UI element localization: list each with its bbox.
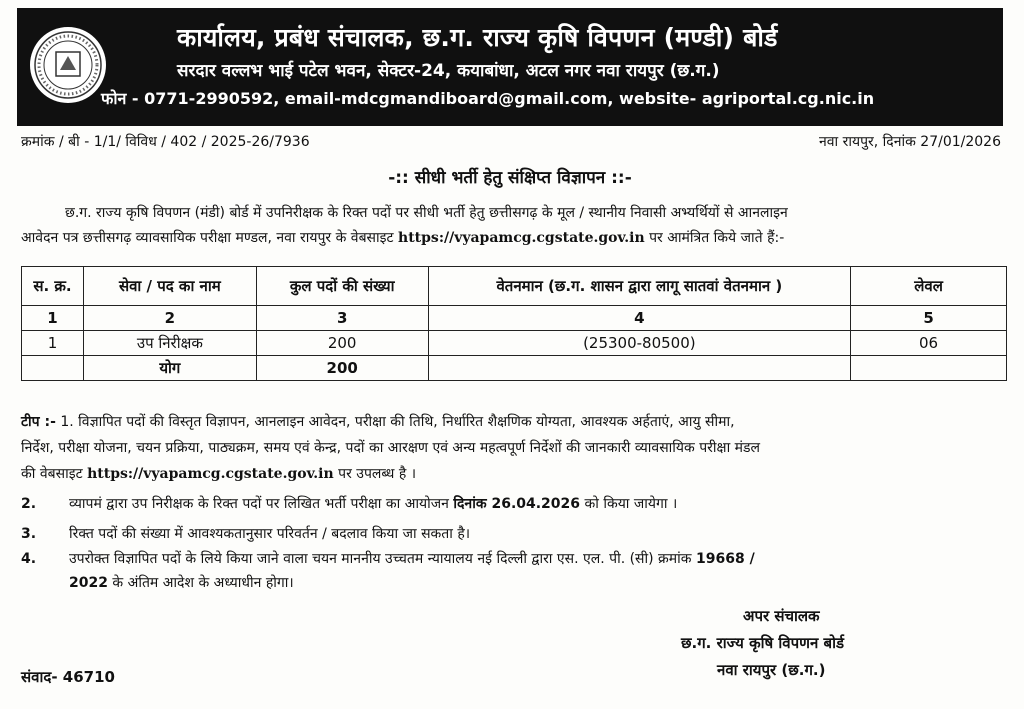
table-cell	[22, 356, 84, 381]
total-label: योग	[83, 356, 256, 381]
letterhead	[17, 8, 1003, 126]
issue-date: नवा रायपुर, दिनांक 27/01/2026	[818, 134, 1001, 150]
signatory-designation: अपर संचालक	[743, 607, 820, 625]
note-3	[21, 521, 1001, 547]
col-payscale-header: वेतनमान (छ.ग. शासन द्वारा लागू सातवां वेतनमान )	[428, 267, 851, 306]
table-cell: (25300-80500)	[428, 331, 851, 356]
advertisement-document	[17, 8, 1003, 698]
note-2	[21, 491, 1001, 517]
slp-number: 19668 /	[696, 551, 755, 567]
note-3-text: रिक्त पदों की संख्या में आवश्यकतानुसार परिवर्तन / बदलाव किया जा सकता है।	[69, 526, 471, 542]
note-1-suffix: पर उपलब्ध है ।	[338, 466, 417, 482]
table-cell: उप निरीक्षक	[83, 331, 256, 356]
note-4-prefix: उपरोक्त विज्ञापित पदों के लिये किया जाने वाला चयन माननीय उच्चतम न्यायालय नई दिल्ली द्वारा एस. एल. पी. (सी) क्रमांक	[69, 551, 692, 567]
intro-line-2	[21, 228, 784, 247]
table-cell: 3	[256, 306, 428, 331]
note-2-prefix: व्यापमं द्वारा उप निरीक्षक के रिक्त पदों पर लिखित भर्ती परीक्षा का आयोजन	[69, 496, 449, 512]
col-serial-header: स. क्र.	[22, 267, 84, 306]
note-1-text: 1. विज्ञापित पदों की विस्तृत विज्ञापन, आनलाइन आवेदन, परीक्षा की तिथि, निर्धारित शैक्षणिक योग्यता, आवश्यक अर्हताएं, आयु सीमा,	[60, 414, 735, 430]
note-4-line-1	[69, 547, 1001, 571]
signatory-office: छ.ग. राज्य कृषि विपणन बोर्ड	[681, 634, 845, 652]
note-3-number: 3.	[21, 526, 37, 542]
office-contact: फोन - 0771-2990592, email-mdcgmandiboard@gmail.com, website- agriportal.cg.nic.in	[101, 89, 875, 108]
emblem-seal-icon	[29, 26, 107, 104]
table-cell: 5	[851, 306, 1007, 331]
col-count-header: कुल पदों की संख्या	[256, 267, 428, 306]
note-4-line-2	[69, 571, 1001, 595]
signatory-place: नवा रायपुर (छ.ग.)	[717, 661, 826, 679]
note-1-prefix: की वेबसाइट	[21, 466, 83, 482]
table-cell: 06	[851, 331, 1007, 356]
notice-heading: -:: सीधी भर्ती हेतु संक्षिप्त विज्ञापन ::-	[388, 168, 632, 188]
exam-date: दिनांक 26.04.2026	[453, 496, 581, 512]
note-4-suffix: के अंतिम आदेश के अध्याधीन होगा।	[112, 575, 294, 591]
table-cell: 4	[428, 306, 851, 331]
table-cell: 2	[83, 306, 256, 331]
note-2-suffix: को किया जायेगा ।	[584, 496, 678, 512]
note-2-number: 2.	[21, 496, 37, 512]
table-cell	[851, 356, 1007, 381]
office-address: सरदार वल्लभ भाई पटेल भवन, सेक्टर-24, कयाबांधा, अटल नगर नवा रायपुर (छ.ग.)	[177, 61, 720, 81]
notes-section	[21, 409, 1001, 595]
slp-year: 2022	[69, 575, 108, 591]
table-total-row	[22, 356, 1007, 381]
col-level-header: लेवल	[851, 267, 1007, 306]
vacancy-table	[21, 266, 1007, 381]
table-cell	[428, 356, 851, 381]
table-cell: 200	[256, 331, 428, 356]
table-cell: 1	[22, 331, 84, 356]
reference-number: क्रमांक / बी - 1/1/ विविध / 402 / 2025-26/7936	[21, 134, 310, 150]
note-4-number: 4.	[21, 551, 37, 567]
col-post-header: सेवा / पद का नाम	[83, 267, 256, 306]
table-index-row	[22, 306, 1007, 331]
note-1-line-3	[21, 461, 1001, 487]
intro-line-2-prefix: आवेदन पत्र छत्तीसगढ़ व्यावसायिक परीक्षा मण्डल, नवा रायपुर के वेबसाइट	[21, 230, 394, 246]
vyapam-website-link-2[interactable]: https://vyapamcg.cgstate.gov.in	[87, 466, 334, 482]
intro-line-2-suffix: पर आमंत्रित किये जाते हैं:-	[649, 230, 785, 246]
note-4	[21, 547, 1001, 595]
office-title: कार्यालय, प्रबंध संचालक, छ.ग. राज्य कृषि विपणन (मण्डी) बोर्ड	[177, 23, 778, 52]
note-1-line-1	[21, 409, 1001, 435]
table-header-row	[22, 267, 1007, 306]
intro-line-1: छ.ग. राज्य कृषि विपणन (मंडी) बोर्ड में उपनिरीक्षक के रिक्त पदों पर सीधी भर्ती हेतु छत्तीसगढ़ के मूल / स्थानीय निवासी अभ्यर्थियों से आनलाइन	[65, 205, 788, 221]
table-row	[22, 331, 1007, 356]
note-1-line-2: निर्देश, परीक्षा योजना, चयन प्रक्रिया, पाठ्यक्रम, समय एवं केन्द्र, पदों का आरक्षण एवं अन्य महत्वपूर्ण निर्देशों की जानकारी व्यावसायिक परीक्षा मंडल	[21, 440, 760, 456]
samvad-number: संवाद- 46710	[21, 668, 115, 686]
notes-label: टीप :-	[21, 414, 56, 430]
table-cell: 1	[22, 306, 84, 331]
total-value: 200	[256, 356, 428, 381]
vyapam-website-link[interactable]: https://vyapamcg.cgstate.gov.in	[398, 230, 645, 246]
